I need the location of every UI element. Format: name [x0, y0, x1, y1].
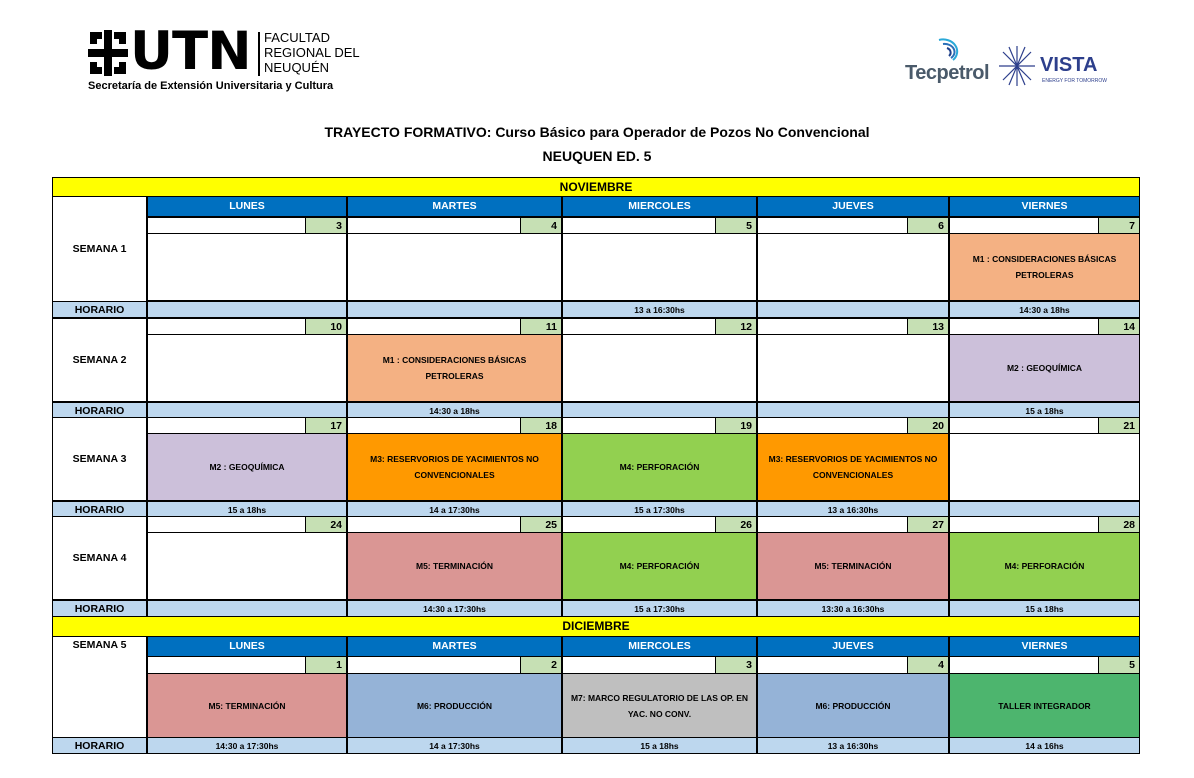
horario-cell: 13 a 16:30hs — [757, 501, 949, 518]
day-number: 24 — [305, 516, 347, 533]
day-number: 20 — [907, 417, 949, 434]
activity-block: M2 : GEOQUÍMICA — [147, 433, 347, 501]
day-number: 5 — [1098, 656, 1140, 674]
activity-block: M6: PRODUCCIÓN — [757, 673, 949, 738]
day-header: LUNES — [147, 196, 347, 217]
activity-block: M4: PERFORACIÓN — [562, 433, 757, 501]
horario-label: HORARIO — [52, 402, 147, 419]
week-label-cell: SEMANA 2 — [52, 318, 147, 402]
day-header: VIERNES — [949, 196, 1140, 217]
activity-block: M6: PRODUCCIÓN — [347, 673, 562, 738]
page-title: TRAYECTO FORMATIVO: Curso Básico para Operador de Pozos No Convencional — [324, 124, 870, 140]
horario-cell: 13 a 16:30hs — [757, 737, 949, 754]
activity-block: TALLER INTEGRADOR — [949, 673, 1140, 738]
day-header: MARTES — [347, 636, 562, 657]
horario-label: HORARIO — [52, 600, 147, 617]
horario-label: HORARIO — [52, 301, 147, 318]
horario-cell — [757, 301, 949, 318]
empty-activity — [562, 233, 757, 301]
horario-cell — [147, 600, 347, 617]
activity-block: M3: RESERVORIOS DE YACIMIENTOS NO CONVENCIONALES — [347, 433, 562, 501]
day-number: 11 — [520, 318, 562, 335]
day-number: 3 — [305, 217, 347, 234]
utn-logo — [88, 21, 388, 96]
empty-activity — [347, 233, 562, 301]
day-number: 12 — [715, 318, 757, 335]
day-header: JUEVES — [757, 196, 949, 217]
day-number: 25 — [520, 516, 562, 533]
empty-activity — [562, 334, 757, 402]
tecpetrol-arc-icon — [935, 38, 965, 64]
day-number: 14 — [1098, 318, 1140, 335]
day-number: 6 — [907, 217, 949, 234]
vista-star-icon — [997, 44, 1037, 88]
day-number: 26 — [715, 516, 757, 533]
horario-cell: 13 a 16:30hs — [562, 301, 757, 318]
empty-activity — [757, 334, 949, 402]
utn-faculty-line: FACULTAD — [264, 30, 330, 45]
horario-cell: 13:30 a 16:30hs — [757, 600, 949, 617]
day-header: JUEVES — [757, 636, 949, 657]
month-band-november: NOVIEMBRE — [52, 177, 1140, 197]
day-number: 17 — [305, 417, 347, 434]
horario-cell: 15 a 17:30hs — [562, 600, 757, 617]
day-number: 28 — [1098, 516, 1140, 533]
utn-faculty-line: REGIONAL DEL — [264, 45, 360, 60]
utn-secretaria: Secretaría de Extensión Universitaria y Cultura — [88, 80, 334, 92]
week-label-cell: SEMANA 3 — [52, 417, 147, 501]
empty-activity — [147, 233, 347, 301]
week-label-cell: SEMANA 1 — [52, 196, 147, 302]
horario-cell — [347, 301, 562, 318]
month-band-december: DICIEMBRE — [52, 616, 1140, 637]
horario-cell: 14 a 17:30hs — [347, 501, 562, 518]
day-number: 27 — [907, 516, 949, 533]
day-header: MARTES — [347, 196, 562, 217]
empty-activity — [147, 532, 347, 600]
day-number: 2 — [520, 656, 562, 674]
activity-block: M5: TERMINACIÓN — [347, 532, 562, 600]
horario-cell: 14:30 a 17:30hs — [147, 737, 347, 754]
horario-cell: 15 a 18hs — [949, 600, 1140, 617]
activity-block: M7: MARCO REGULATORIO DE LAS OP. EN YAC. NO CONV. — [562, 673, 757, 738]
empty-activity — [147, 334, 347, 402]
horario-cell: 14:30 a 18hs — [347, 402, 562, 419]
day-number: 1 — [305, 656, 347, 674]
activity-block: M1 : CONSIDERACIONES BÁSICAS PETROLERAS — [347, 334, 562, 402]
activity-block: M5: TERMINACIÓN — [757, 532, 949, 600]
activity-block: M5: TERMINACIÓN — [147, 673, 347, 738]
day-number: 19 — [715, 417, 757, 434]
utn-faculty — [264, 30, 360, 75]
activity-block: M4: PERFORACIÓN — [949, 532, 1140, 600]
empty-activity — [757, 233, 949, 301]
horario-cell: 14 a 17:30hs — [347, 737, 562, 754]
horario-cell: 15 a 18hs — [562, 737, 757, 754]
utn-separator — [258, 32, 260, 76]
empty-activity — [949, 433, 1140, 501]
activity-block: M4: PERFORACIÓN — [562, 532, 757, 600]
week-label-cell: SEMANA 4 — [52, 516, 147, 600]
day-number: 13 — [907, 318, 949, 335]
horario-cell: 15 a 18hs — [949, 402, 1140, 419]
day-header: VIERNES — [949, 636, 1140, 657]
day-number: 10 — [305, 318, 347, 335]
activity-block: M1 : CONSIDERACIONES BÁSICAS PETROLERAS — [949, 233, 1140, 301]
page-subtitle: NEUQUEN ED. 5 — [542, 148, 652, 164]
horario-label: HORARIO — [52, 737, 147, 754]
horario-label: HORARIO — [52, 501, 147, 518]
utn-emblem-icon — [88, 30, 128, 76]
day-header: MIERCOLES — [562, 636, 757, 657]
activity-block: M3: RESERVORIOS DE YACIMIENTOS NO CONVENCIONALES — [757, 433, 949, 501]
sponsor-logos — [905, 38, 1115, 92]
day-number: 5 — [715, 217, 757, 234]
utn-wordmark: UTN — [130, 21, 251, 82]
vista-tagline: ENERGY FOR TOMORROW — [1042, 78, 1108, 84]
day-number: 18 — [520, 417, 562, 434]
day-number: 3 — [715, 656, 757, 674]
vista-wordmark: VISTA — [1040, 54, 1098, 76]
day-number: 21 — [1098, 417, 1140, 434]
day-number: 7 — [1098, 217, 1140, 234]
week-label-cell: SEMANA 5 — [52, 636, 147, 738]
horario-cell: 14 a 16hs — [949, 737, 1140, 754]
horario-cell: 14:30 a 18hs — [949, 301, 1140, 318]
tecpetrol-wordmark: Tecpetrol — [905, 62, 990, 84]
horario-cell — [147, 301, 347, 318]
utn-faculty-line: NEUQUÉN — [264, 60, 330, 75]
day-number: 4 — [907, 656, 949, 674]
day-number: 4 — [520, 217, 562, 234]
day-header: MIERCOLES — [562, 196, 757, 217]
horario-cell: 15 a 17:30hs — [562, 501, 757, 518]
activity-block: M2 : GEOQUÍMICA — [949, 334, 1140, 402]
horario-cell: 15 a 18hs — [147, 501, 347, 518]
day-header: LUNES — [147, 636, 347, 657]
horario-cell: 14:30 a 17:30hs — [347, 600, 562, 617]
